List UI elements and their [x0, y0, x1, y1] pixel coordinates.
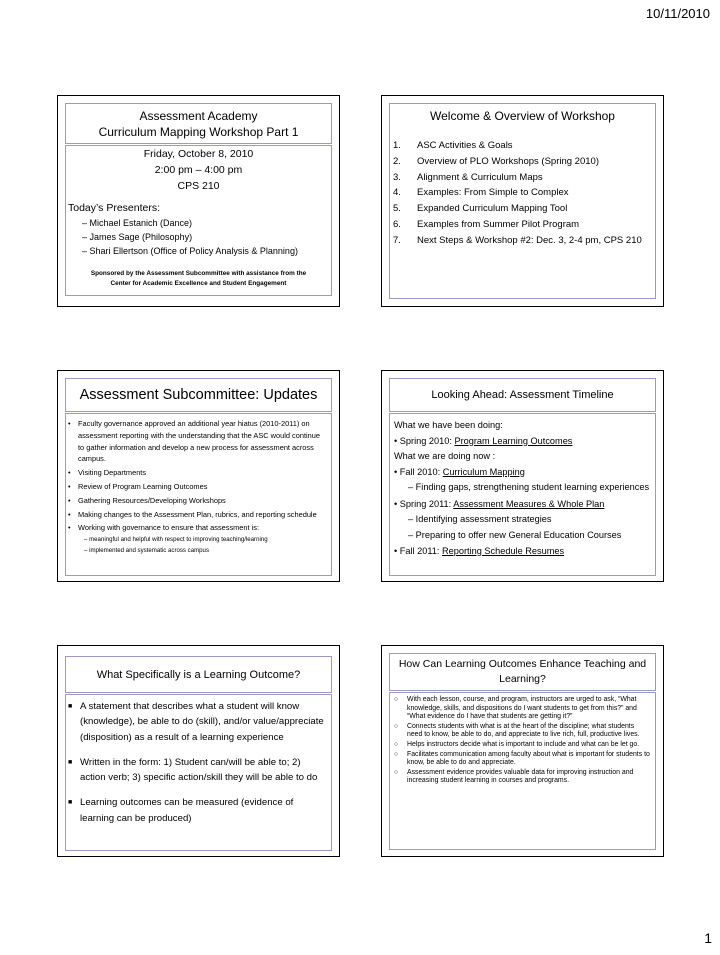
- list-item: • Working with governance to ensure that assessment is:: [68, 523, 260, 533]
- agenda-item: 1. ASC Activities & Goals: [393, 140, 513, 151]
- slide-5-title: What Specifically is a Learning Outcome?: [65, 656, 332, 693]
- timeline-item: • Fall 2010: Curriculum Mapping: [394, 466, 525, 477]
- slide-4: [381, 370, 664, 582]
- list-item: ■ A statement that describes what a student will know (knowledge), be able to do (skill), and/or value/appreciate (disposition) as a result of a learning experience: [68, 701, 324, 743]
- event-room: CPS 210: [177, 180, 220, 192]
- slide-2: [381, 95, 664, 307]
- slide-1-title: [65, 103, 332, 144]
- slide-4-body: [389, 413, 656, 576]
- presenter-item: – Michael Estanich (Dance): [82, 218, 193, 228]
- slide-3: [57, 370, 340, 582]
- agenda-item: 2. Overview of PLO Workshops (Spring 2010): [393, 155, 599, 167]
- presenter-item: – Shari Ellertson (Office of Policy Analysis & Planning): [82, 246, 298, 256]
- list-item: ○ Facilitates communication among faculty about what is important for students to know, be able to do and appreciate.: [394, 750, 650, 767]
- timeline-subitem: – Finding gaps, strengthening student learning experiences: [408, 482, 650, 493]
- agenda-item: 3. Alignment & Curriculum Maps: [393, 171, 543, 183]
- list-item: • Making changes to the Assessment Plan, rubrics, and reporting schedule: [68, 509, 317, 519]
- slide-2-title: Welcome & Overview of Workshop: [430, 109, 615, 123]
- title-line-2: Curriculum Mapping Workshop Part 1: [98, 124, 299, 139]
- list-item: • Faculty governance approved an additional year hiatus (2010-2011) on assessment reporting with the understanding that the ASC would continue to gather information and develop a new process for assessment across campus.: [68, 419, 320, 464]
- slide-3-body: [65, 413, 332, 576]
- slide-1-body: [65, 145, 332, 296]
- slide-1: [57, 95, 340, 307]
- agenda-list: [393, 138, 655, 249]
- list-item: • Review of Program Learning Outcomes: [68, 481, 208, 491]
- timeline-subitem: – Identifying assessment strategies: [408, 514, 552, 525]
- timeline-item: • Spring 2011: Assessment Measures & Whole Plan: [394, 498, 605, 509]
- presenter-item: – James Sage (Philosophy): [82, 232, 193, 242]
- timeline-item: • Fall 2011: Reporting Schedule Resumes: [394, 545, 565, 556]
- timeline-item: • Spring 2010: Program Learning Outcomes: [394, 435, 573, 446]
- list-item: ○ Helps instructors decide what is important to include and what can be let go.: [394, 740, 640, 748]
- presenters-list: [82, 216, 331, 258]
- slide-6-title: How Can Learning Outcomes Enhance Teaching and Learning?: [389, 653, 656, 691]
- agenda-item: 7. Next Steps & Workshop #2: Dec. 3, 2-4 pm, CPS 210: [393, 234, 642, 246]
- slide-2-frame: [389, 103, 656, 299]
- presenters-heading: Today’s Presenters:: [68, 202, 161, 214]
- slide-6-body: [389, 692, 656, 850]
- agenda-item: 5. Expanded Curriculum Mapping Tool: [393, 203, 568, 215]
- list-item: • Gathering Resources/Developing Workshops: [68, 495, 226, 505]
- event-time: 2:00 pm – 4:00 pm: [154, 164, 243, 176]
- slide-3-title: Assessment Subcommittee: Updates: [65, 378, 332, 412]
- list-item: ■ Written in the form: 1) Student can/will be able to; 2) action verb; 3) specific action/skill they will be able to do: [68, 756, 318, 784]
- slide-6: [381, 645, 664, 857]
- event-date: Friday, October 8, 2010: [143, 148, 254, 160]
- slide-5-body: [65, 694, 332, 851]
- slide-4-title: Looking Ahead: Assessment Timeline: [389, 378, 656, 412]
- updates-list: [68, 418, 327, 534]
- list-item: • Visiting Departments: [68, 468, 147, 478]
- agenda-item: 6. Examples from Summer Pilot Program: [393, 218, 580, 230]
- list-item: ○ Connects students with what is at the heart of the discipline; what students need to know, be able to do, and appreciate to live rich, full, productive lives.: [394, 722, 640, 739]
- timeline-subitem: – Preparing to offer new General Education Courses: [408, 530, 622, 541]
- list-item: ○ With each lesson, course, and program, instructors are urged to ask, “What knowledge, skills, and dispositions do I want students to get from this?” and “What evidence do I have that students are getting it?”: [394, 696, 637, 721]
- updates-sublist: [84, 535, 327, 556]
- slide-5: [57, 645, 340, 857]
- title-line-1: Assessment Academy: [139, 108, 258, 123]
- sub-item: – implemented and systematic across campus: [84, 546, 209, 554]
- page-number: 1: [704, 930, 712, 946]
- sub-item: – meaningful and helpful with respect to improving teaching/learning: [84, 536, 268, 544]
- agenda-item: 4. Examples: From Simple to Complex: [393, 187, 569, 199]
- list-item: ○ Assessment evidence provides valuable data for improving instruction and increasing student learning in courses and programs.: [394, 768, 634, 785]
- sponsor-note: Sponsored by the Assessment Subcommittee with assistance from the Center for Academic Excellence and Student Engagement: [90, 270, 307, 287]
- page-date: 10/11/2010: [645, 6, 710, 21]
- list-item: ■ Learning outcomes can be measured (evidence of learning can be produced): [68, 797, 294, 824]
- doing-now-heading: What we are doing now :: [394, 451, 496, 462]
- been-doing-heading: What we have been doing:: [394, 420, 503, 430]
